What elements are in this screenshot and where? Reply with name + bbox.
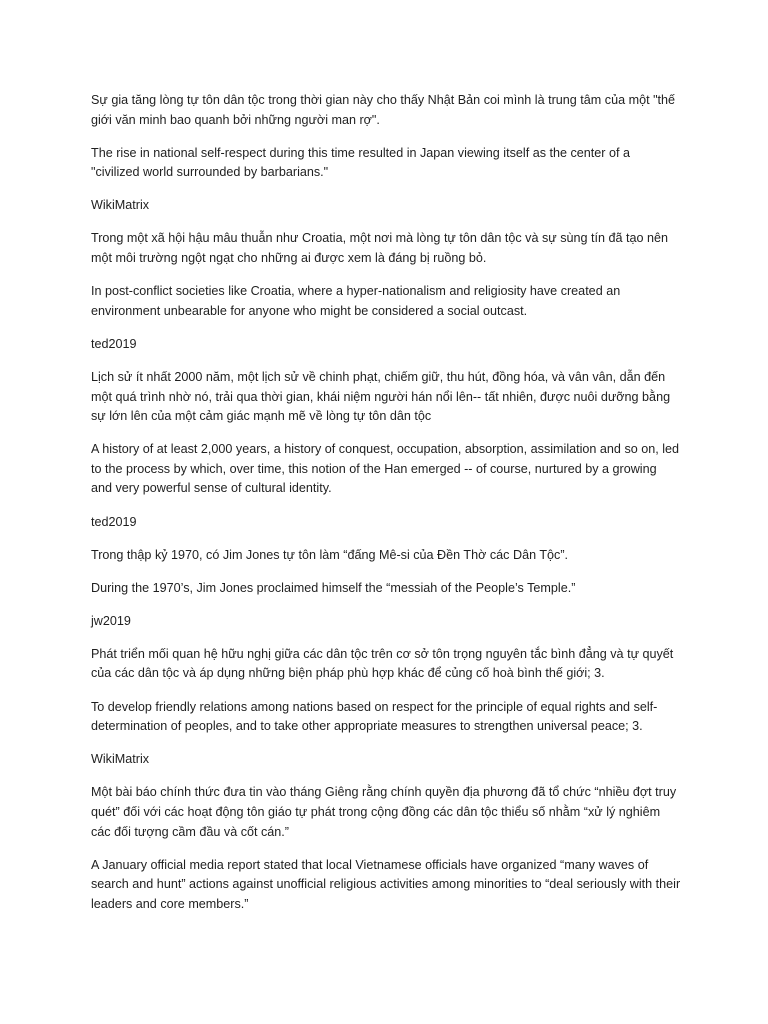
vietnamese-sentence: Một bài báo chính thức đưa tin vào tháng Giêng rằng chính quyền địa phương đã tổ chức “nhiều đợt truy quét” đối với các hoạt động tôn giáo tự phát trong cộng đồng các dân tộc thiểu số nhằm “xử lý nghiêm các đối tượng cầm đầu và cốt cán.” [91, 785, 677, 839]
vietnamese-sentence: Trong một xã hội hậu mâu thuẫn như Croatia, một nơi mà lòng tự tôn dân tộc và sự sùng tín đã tạo nên một môi trường ngột ngạt cho những ai được xem là đáng bị ruồng bỏ. [91, 231, 669, 266]
vietnamese-sentence: Phát triển mối quan hệ hữu nghị giữa các dân tộc trên cơ sở tôn trọng nguyên tắc bình đẳng và tự quyết của các dân tộc và áp dụng những biện pháp phù hợp khác để củng cố hoà bình thế giới; 3. [91, 646, 674, 681]
source-label: WikiMatrix [91, 198, 150, 213]
entry-1 [91, 91, 681, 216]
entry-5 [91, 645, 681, 770]
vietnamese-sentence: Lịch sử ít nhất 2000 năm, một lịch sử về chinh phạt, chiếm giữ, thu hút, đồng hóa, và vân vân, dẫn đến một quá trình nhờ nó, trải qua thời gian, khái niệm người hán nổi lên-- tất nhiên, được nuôi dưỡng bằng sự lớn lên của một cảm giác mạnh mẽ về lòng tự tôn dân tộc [91, 369, 671, 424]
english-sentence: A history of at least 2,000 years, a history of conquest, occupation, absorption, assimilation and so on, led to the process by which, over time, this notion of the Han emerged -- of course, nurtured by a growing and very powerful sense of cultural identity. [91, 442, 680, 496]
entry-2 [91, 229, 681, 354]
entry-4 [91, 546, 681, 632]
source-label: ted2019 [91, 336, 137, 351]
entry-3 [91, 368, 681, 532]
english-sentence: In post-conflict societies like Croatia, where a hyper-nationalism and religiosity have created an environment unbearable for anyone who might be considered a social outcast. [91, 284, 621, 318]
vietnamese-sentence: Trong thập kỷ 1970, có Jim Jones tự tôn làm “đấng Mê-si của Đền Thờ các Dân Tộc”. [91, 547, 569, 562]
document-page [91, 91, 681, 928]
source-label: WikiMatrix [91, 752, 150, 767]
english-sentence: To develop friendly relations among nations based on respect for the principle of equal rights and self-determination of peoples, and to take other appropriate measures to strengthen universal peace; 3. [91, 699, 658, 734]
source-label: ted2019 [91, 514, 137, 529]
english-sentence: A January official media report stated that local Vietnamese officials have organized “many waves of search and hunt” actions against unofficial religious activities among minorities to “deal seriously with their leaders and core members.” [91, 857, 681, 911]
source-label: jw2019 [91, 613, 131, 628]
vietnamese-sentence: Sự gia tăng lòng tự tôn dân tộc trong thời gian này cho thấy Nhật Bản coi mình là trung tâm của một "thế giới văn minh bao quanh bởi những người man rợ". [91, 93, 676, 127]
entry-6 [91, 783, 681, 914]
english-sentence: During the 1970’s, Jim Jones proclaimed himself the “messiah of the People’s Temple.” [91, 580, 576, 595]
english-sentence: The rise in national self-respect during this time resulted in Japan viewing itself as the center of a "civilized world surrounded by barbarians." [91, 145, 631, 180]
